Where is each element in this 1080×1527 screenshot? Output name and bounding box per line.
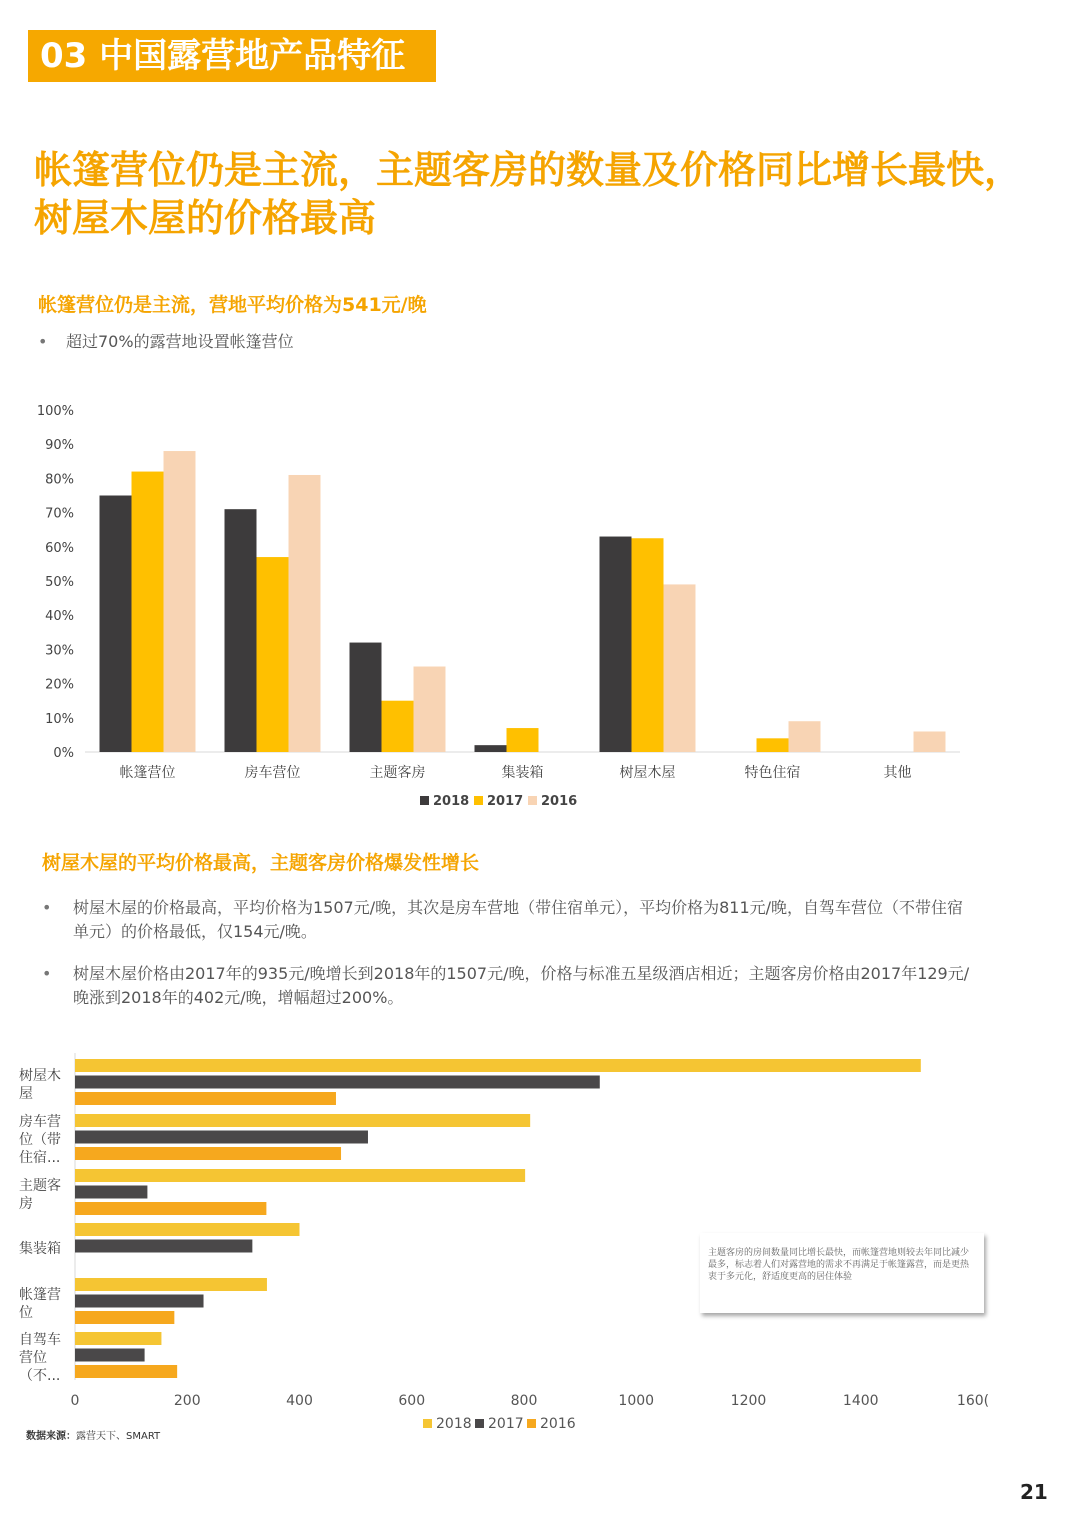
legend-swatch-2018 — [423, 1419, 432, 1428]
bar-2016 — [164, 451, 196, 752]
bar-2018 — [75, 1332, 161, 1345]
category-label: 房车营 — [19, 1113, 61, 1130]
bar-2017 — [75, 1076, 600, 1089]
bullet-dot: • — [42, 898, 52, 917]
category-label: 帐篷营 — [19, 1286, 61, 1303]
legend-label-2017: 2017 — [488, 1416, 524, 1432]
chart-vertical-bar — [0, 395, 1000, 825]
bar-2016 — [289, 475, 321, 752]
legend-label-2018: 2018 — [433, 794, 470, 809]
bar-2016 — [75, 1311, 174, 1324]
bullet-dot: • — [42, 964, 52, 983]
bar-2018 — [75, 1114, 530, 1127]
x-tick-label: 600 — [398, 1393, 426, 1409]
category-label: 屋 — [19, 1085, 33, 1102]
x-tick-label: 帐篷营位 — [119, 765, 176, 781]
bar-2017 — [507, 728, 539, 752]
bar-2016 — [789, 721, 821, 752]
bar-2018 — [75, 1059, 921, 1072]
bullet-dot: • — [38, 332, 48, 351]
bar-2017 — [75, 1295, 204, 1308]
bar-2017 — [75, 1240, 252, 1253]
category-label: 房 — [19, 1195, 33, 1212]
bar-2018 — [350, 643, 382, 752]
data-source — [26, 1427, 160, 1442]
bar-2017 — [132, 472, 164, 752]
x-tick-label: 树屋木屋 — [619, 765, 676, 781]
y-tick-label: 30% — [45, 643, 74, 659]
y-tick-label: 0% — [53, 746, 74, 761]
x-tick-label: 1400 — [842, 1393, 879, 1409]
bar-2018 — [75, 1169, 525, 1182]
x-tick-label: 1000 — [618, 1393, 655, 1409]
x-tick-label: 其他 — [883, 765, 912, 781]
bar-2018 — [475, 745, 507, 752]
bar-2018 — [100, 496, 132, 753]
legend-swatch-2017 — [474, 796, 483, 805]
category-label: 主题客 — [19, 1177, 61, 1194]
x-tick-label: 800 — [510, 1393, 538, 1409]
category-label: 住宿... — [19, 1149, 61, 1166]
section-banner — [28, 30, 436, 82]
source-label: 数据来源： — [26, 1431, 76, 1442]
y-tick-label: 60% — [45, 540, 74, 556]
legend-label-2016: 2016 — [540, 1416, 576, 1432]
x-tick-label: 400 — [286, 1393, 313, 1409]
legend-swatch-2017 — [475, 1419, 484, 1428]
category-label: （不... — [19, 1367, 61, 1384]
bar-2017 — [75, 1349, 145, 1362]
part2-bullet-1 — [42, 896, 972, 944]
legend-swatch-2016 — [527, 1419, 536, 1428]
legend-swatch-2018 — [420, 796, 429, 805]
part2-bullet-1-text: 树屋木屋的价格最高，平均价格为1507元/晚，其次是房车营地（带住宿单元），平均价格为811元/晚，自驾车营位（不带住宿单元）的价格最低，仅154元/晚。 — [73, 898, 964, 941]
part2-bullet-2 — [42, 962, 972, 1010]
bar-2016 — [75, 1147, 341, 1160]
section-title: 03 中国露营地产品特征 — [40, 36, 406, 76]
y-tick-label: 20% — [45, 677, 74, 693]
category-label: 营位 — [19, 1349, 47, 1366]
category-label: 位 — [19, 1304, 33, 1321]
x-tick-label: 特色住宿 — [744, 765, 801, 781]
bar-2018 — [75, 1278, 267, 1291]
bar-2017 — [257, 557, 289, 752]
category-label: 树屋木 — [19, 1067, 61, 1084]
y-tick-label: 90% — [45, 438, 74, 454]
x-tick-label: 集装箱 — [501, 765, 544, 781]
bar-2016 — [75, 1365, 177, 1378]
annotation-note: 主题客房的房间数量同比增长最快，而帐篷营地则较去年同比减少最多，标志着人们对露营地的需求不再满足于帐篷露营，而是更热衷于多元化，舒适度更高的居住体验 — [700, 1233, 984, 1313]
page-headline: 帐篷营位仍是主流，主题客房的数量及价格同比增长最快，树屋木屋的价格最高 — [34, 148, 1023, 240]
y-tick-label: 10% — [45, 711, 74, 727]
bar-2018 — [75, 1223, 300, 1236]
bar-2017 — [382, 701, 414, 752]
bar-2017 — [75, 1186, 147, 1199]
x-tick-label: 200 — [173, 1393, 201, 1409]
part1-bullet — [38, 330, 294, 354]
bar-2017 — [757, 738, 789, 752]
y-tick-label: 100% — [36, 404, 74, 419]
x-tick-label: 160( — [956, 1393, 990, 1409]
part2-bullet-2-text: 树屋木屋价格由2017年的935元/晚增长到2018年的1507元/晚，价格与标准五星级酒店相近；主题客房价格由2017年129元/晚涨到2018年的402元/晚，增幅超过200%。 — [73, 964, 970, 1007]
bar-2017 — [632, 538, 664, 752]
y-tick-label: 70% — [45, 506, 74, 522]
y-tick-label: 80% — [45, 472, 74, 488]
bar-2016 — [75, 1092, 336, 1105]
part1-title: 帐篷营位仍是主流，营地平均价格为541元/晚 — [38, 294, 427, 316]
bar-2016 — [664, 584, 696, 752]
category-label: 自驾车 — [19, 1331, 61, 1348]
x-tick-label: 0 — [70, 1393, 80, 1409]
category-label: 位（带 — [19, 1131, 61, 1148]
bar-2016 — [75, 1202, 266, 1215]
part1-bullet-text: 超过70%的露营地设置帐篷营位 — [66, 332, 294, 351]
source-text: 露营天下、SMART — [76, 1431, 161, 1442]
legend-label-2017: 2017 — [487, 794, 524, 809]
bar-2018 — [600, 537, 632, 752]
page-number: 21 — [1020, 1480, 1048, 1504]
x-tick-label: 房车营位 — [244, 765, 301, 781]
bar-2016 — [414, 667, 446, 753]
x-tick-label: 主题客房 — [369, 765, 426, 781]
part2-title: 树屋木屋的平均价格最高，主题客房价格爆发性增长 — [42, 852, 480, 874]
y-tick-label: 50% — [45, 575, 74, 590]
bar-2016 — [914, 731, 946, 752]
x-tick-label: 1200 — [730, 1393, 767, 1409]
bar-2018 — [225, 509, 257, 752]
legend-label-2016: 2016 — [541, 794, 578, 809]
legend-swatch-2016 — [528, 796, 537, 805]
category-label: 集装箱 — [19, 1240, 61, 1257]
legend-label-2018: 2018 — [436, 1416, 472, 1432]
y-tick-label: 40% — [45, 609, 74, 625]
bar-2017 — [75, 1131, 368, 1144]
